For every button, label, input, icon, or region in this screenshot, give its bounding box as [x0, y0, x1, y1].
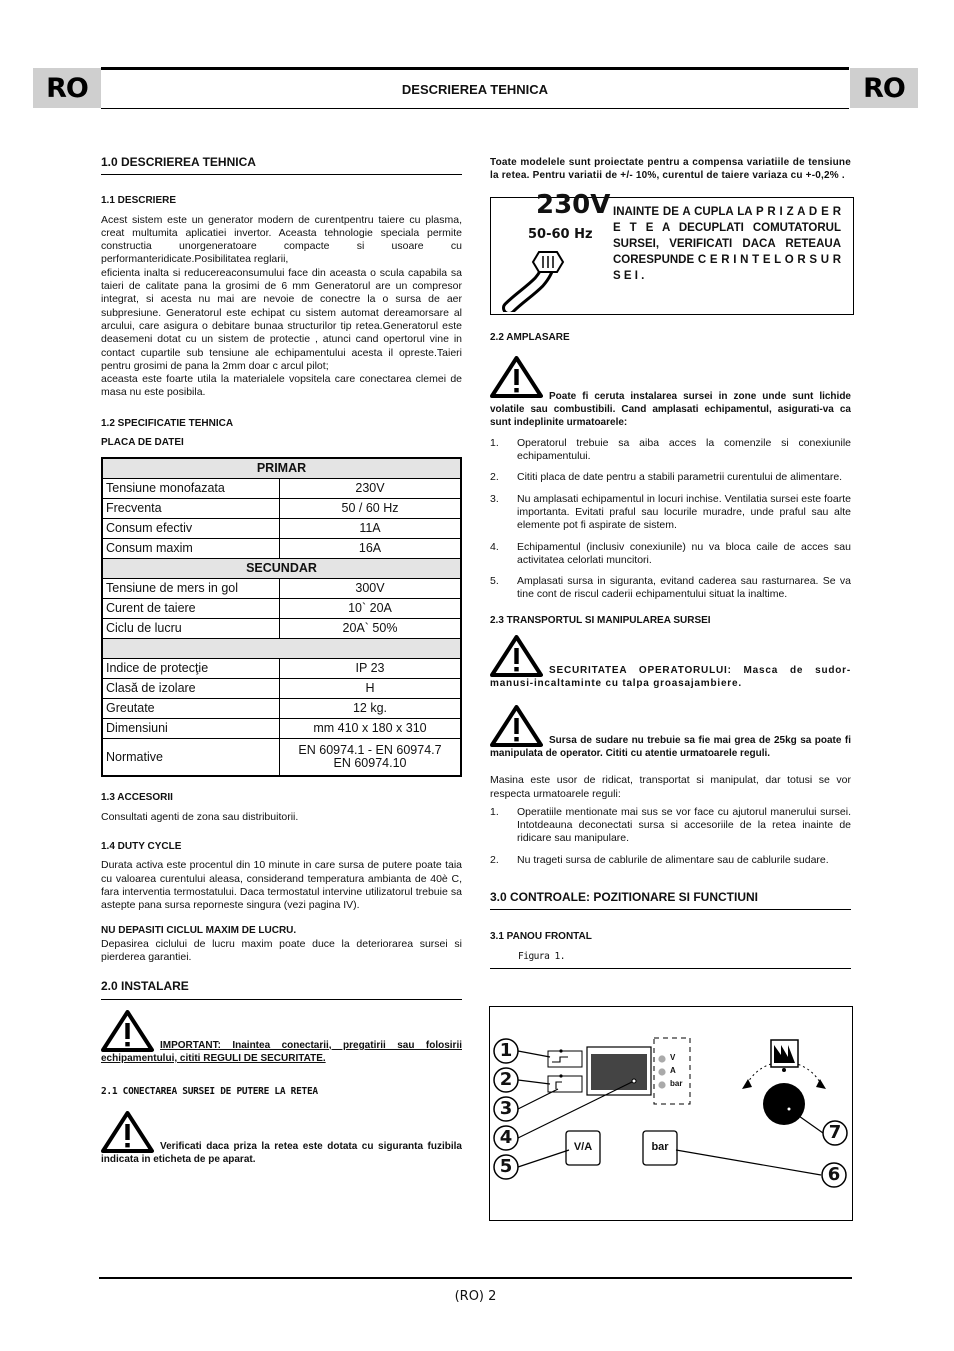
- footer-rule: [99, 1277, 852, 1279]
- plug-icon: [499, 248, 589, 312]
- page-header-title: DESCRIEREA TEHNICA: [101, 67, 849, 109]
- install-warning-text: IMPORTANT: Inaintea conectarii, pregatirii sau folosirii echipamentului, cititi REGULI DE SECURITATE.: [101, 1039, 462, 1064]
- left-column: [101, 156, 462, 1166]
- placement-warning: [490, 356, 851, 430]
- handling-list: [490, 806, 851, 867]
- table-row: Indice de protecţie IP 23: [102, 659, 461, 679]
- callout-6: 6: [827, 1164, 841, 1185]
- plug-notice-box: [490, 189, 854, 315]
- right-column: [490, 156, 851, 969]
- handling-intro: Masina este usor de ridicat, transportat si manipulat, dar totusi se vor respecta urmatoarele reguli:: [490, 774, 851, 800]
- figure-caption: Figura 1.: [490, 950, 851, 969]
- table-row: Tensiune monofazata 230V: [102, 479, 461, 499]
- description-paragraph-3: aceasta este foarte utila la materialele vopsitela care conectarea clemei de masa nu este posibila.: [101, 373, 462, 399]
- duty-cycle-text: Durata activa este procentul din 10 minute in care sursa de putere poate taia cu valoarea curentului aleasa, considerand temperatura ambianta de 40è C, fara interventia termostatului. Daca termostatul intervine utilizatorul trebuie sa astepte pana sursa reporneste singura (vezi pagina IV).: [101, 859, 462, 912]
- table-row: Clasă de izolare H: [102, 679, 461, 699]
- plug-notice-text: INAINTE DE A CUPLA LA P R I Z A D E R E T E A DECUPLATI COMUTATORUL SURSEI, VERIFICATI DACA RETEAUA CORESPUNDE C E R I N T E L O R S U R S E I .: [613, 205, 841, 282]
- duty-cycle-warning: NU DEPASITI CICLUL MAXIM DE LUCRU.: [101, 925, 297, 937]
- spec-secundar-header: SECUNDAR: [102, 559, 461, 579]
- mains-warning: [101, 1111, 462, 1167]
- list-item: 5. Amplasati sursa in siguranta, evitand caderea sau rasturnarea. Se va tine cont de riscul caderii echipamentului situat la inaltime.: [490, 575, 851, 601]
- va-select-button[interactable]: V/A: [573, 1141, 593, 1153]
- section-2-title: 2.0 INSTALARE: [101, 980, 462, 999]
- callout-2: 2: [499, 1069, 513, 1090]
- section-1-1-title: 1.1 DESCRIERE: [101, 195, 177, 207]
- list-item: 2. Cititi placa de date pentru a stabili parametrii curentului de alimentare.: [490, 471, 843, 484]
- warning-icon: [490, 635, 543, 677]
- warning-icon: [490, 356, 543, 398]
- callout-4: 4: [499, 1127, 513, 1148]
- bar-select-button[interactable]: bar: [651, 1141, 669, 1153]
- spec-primar-header: PRIMAR: [102, 458, 461, 479]
- front-panel-figure: [489, 1006, 853, 1221]
- callout-7: 7: [828, 1122, 842, 1143]
- language-badge-right: RO: [850, 68, 918, 108]
- section-3-1-title: 3.1 PANOU FRONTAL: [490, 931, 592, 943]
- table-row: Dimensiuni mm 410 x 180 x 310: [102, 719, 461, 739]
- description-paragraph-2: eficienta inalta si reducereaconsumului face din aceasta o scula capabila sa taieri de calitate pana la grosimi de 6 mm Generatorul are un compresor integrat, si acesta nu mai are nevoie de conectre la o sursa de aer subpresiune. Generatorul este echipat cu sistem automat dereamorsare al arcului, care asigura o debitare bunaa structurilor tip retea.Generatorul este deasemeni dotat cu un sistem de protectie , atunci cand opertorul vine in contact cupartile sub tensiune ale echipamentului acesta il opreste.Taieri pentru grosimi de pana la 2mm doar c arcul pilot;: [101, 266, 462, 372]
- section-3-title: 3.0 CONTROALE: POZITIONARE SI FUNCTIUNI: [490, 891, 851, 910]
- list-item: 3. Nu amplasati echipamentul in locuri inchise. Ventilatia sursei este foarte importanta. Evitati praful sau locurile muradre, unde praful sau alte elemente pot fi aspirate de sistem.: [490, 492, 851, 532]
- plug-frequency: 50-60 Hz: [528, 226, 593, 242]
- table-row: Consum maxim 16A: [102, 539, 461, 559]
- weight-warning: [490, 705, 851, 761]
- mains-warning-text: Verificati daca priza la retea este dotata cu siguranta fuzibila indicata in eticheta de pe aparat.: [101, 1140, 462, 1165]
- warning-icon: [101, 1111, 154, 1153]
- weight-warning-text: Sursa de sudare nu trebuie sa fie mai grea de 25kg sa poate fi manipulata de operator. Cititi cu atentie urmatoarele reguli.: [490, 734, 851, 759]
- callout-3: 3: [499, 1098, 513, 1119]
- front-panel-drawing: [490, 1007, 852, 1220]
- section-1-4-title: 1.4 DUTY CYCLE: [101, 840, 182, 852]
- spec-table: [101, 457, 462, 777]
- list-item: 1. Operatiile mentionate mai sus se vor face cu ajutorul manerului sursei. Intotdeauna deconectati sursa si accesoriile de la retea inainte de ridicare sau manipulare.: [490, 805, 851, 845]
- table-row: Ciclu de lucru 20A` 50%: [102, 619, 461, 639]
- list-item: 1. Operatorul trebuie sa aiba acces la comenzile si conexiunile echipamentului.: [490, 436, 851, 463]
- table-row: Tensiune de mers in gol 300V: [102, 579, 461, 599]
- accessories-text: Consultati agenti de zona sau distribuitorii.: [101, 810, 299, 823]
- page-number: (RO) 2: [454, 1289, 497, 1304]
- voltage-compensation-text: Toate modelele sunt proiectate pentru a compensa variatiile de tensiune la retea. Pentru variatii de +/- 10%, curentul de taiere variaza cu +-0,2% .: [490, 157, 851, 182]
- plug-voltage: 230V: [536, 189, 611, 220]
- table-row: Greutate 12 kg.: [102, 699, 461, 719]
- callout-1: 1: [499, 1040, 513, 1061]
- list-item: 2. Nu trageti sursa de cablurile de alimentare sau de cablurile sudare.: [490, 853, 829, 866]
- table-row: Frecventa 50 / 60 Hz: [102, 499, 461, 519]
- placement-list: [490, 437, 851, 602]
- language-badge-left: RO: [33, 68, 101, 108]
- section-1-2-title: 1.2 SPECIFICATIE TEHNICA: [101, 417, 234, 429]
- data-plate-title: PLACA DE DATEI: [101, 437, 184, 449]
- section-2-2-title: 2.2 AMPLASARE: [490, 331, 570, 343]
- led-bar-label: bar: [670, 1079, 683, 1088]
- description-paragraph-1: Acest sistem este un generator modern de curentpentru taiere cu plasma, creat multumita aplicatiei invertor. Aceasta tehnologie speciala permite constructia unorgeneratoare compacte si usoare cu performanteridicate.Posibilitatea reglarii,: [101, 213, 462, 266]
- section-2-3-title: 2.3 TRANSPORTUL SI MANIPULAREA SURSEI: [490, 614, 711, 626]
- warning-icon: [490, 705, 543, 747]
- table-row: Consum efectiv 11A: [102, 519, 461, 539]
- list-item: 4. Echipamentul (inclusiv conexiunile) nu va bloca caile de acces sau activitatea celorlati muncitori.: [490, 540, 851, 566]
- table-row: Curent de taiere 10` 20A: [102, 599, 461, 619]
- operator-safety-warning: [490, 635, 851, 691]
- section-1-title: 1.0 DESCRIEREA TEHNICA: [101, 156, 462, 175]
- warning-icon: [101, 1010, 154, 1052]
- spec-empty-header: [102, 639, 461, 659]
- duty-cycle-note: Depasirea ciclului de lucru maxim poate duce la deteriorarea sursei si pierderea garantiei.: [101, 937, 462, 964]
- table-row: Normative EN 60974.1 - EN 60974.7 EN 60974.10: [102, 739, 461, 777]
- operator-safety-text: SECURITATEA OPERATORULUI: Masca de sudor-manusi-incaltaminte cu talpa groasajambiere.: [490, 665, 851, 690]
- placement-warning-text: Poate fi ceruta instalarea sursei in zone unde sunt lichide volatile sau combustibili. Cand amplasati echipamentul, asigurati-va ca sunt indeplinite urmatoarele:: [490, 390, 851, 429]
- led-a-label: A: [670, 1066, 676, 1075]
- led-v-label: V: [670, 1053, 676, 1062]
- section-1-3-title: 1.3 ACCESORII: [101, 792, 173, 804]
- install-warning: [101, 1010, 462, 1066]
- section-2-1-title: 2.1 CONECTAREA SURSEI DE PUTERE LA RETEA: [101, 1086, 318, 1098]
- callout-5: 5: [499, 1156, 513, 1177]
